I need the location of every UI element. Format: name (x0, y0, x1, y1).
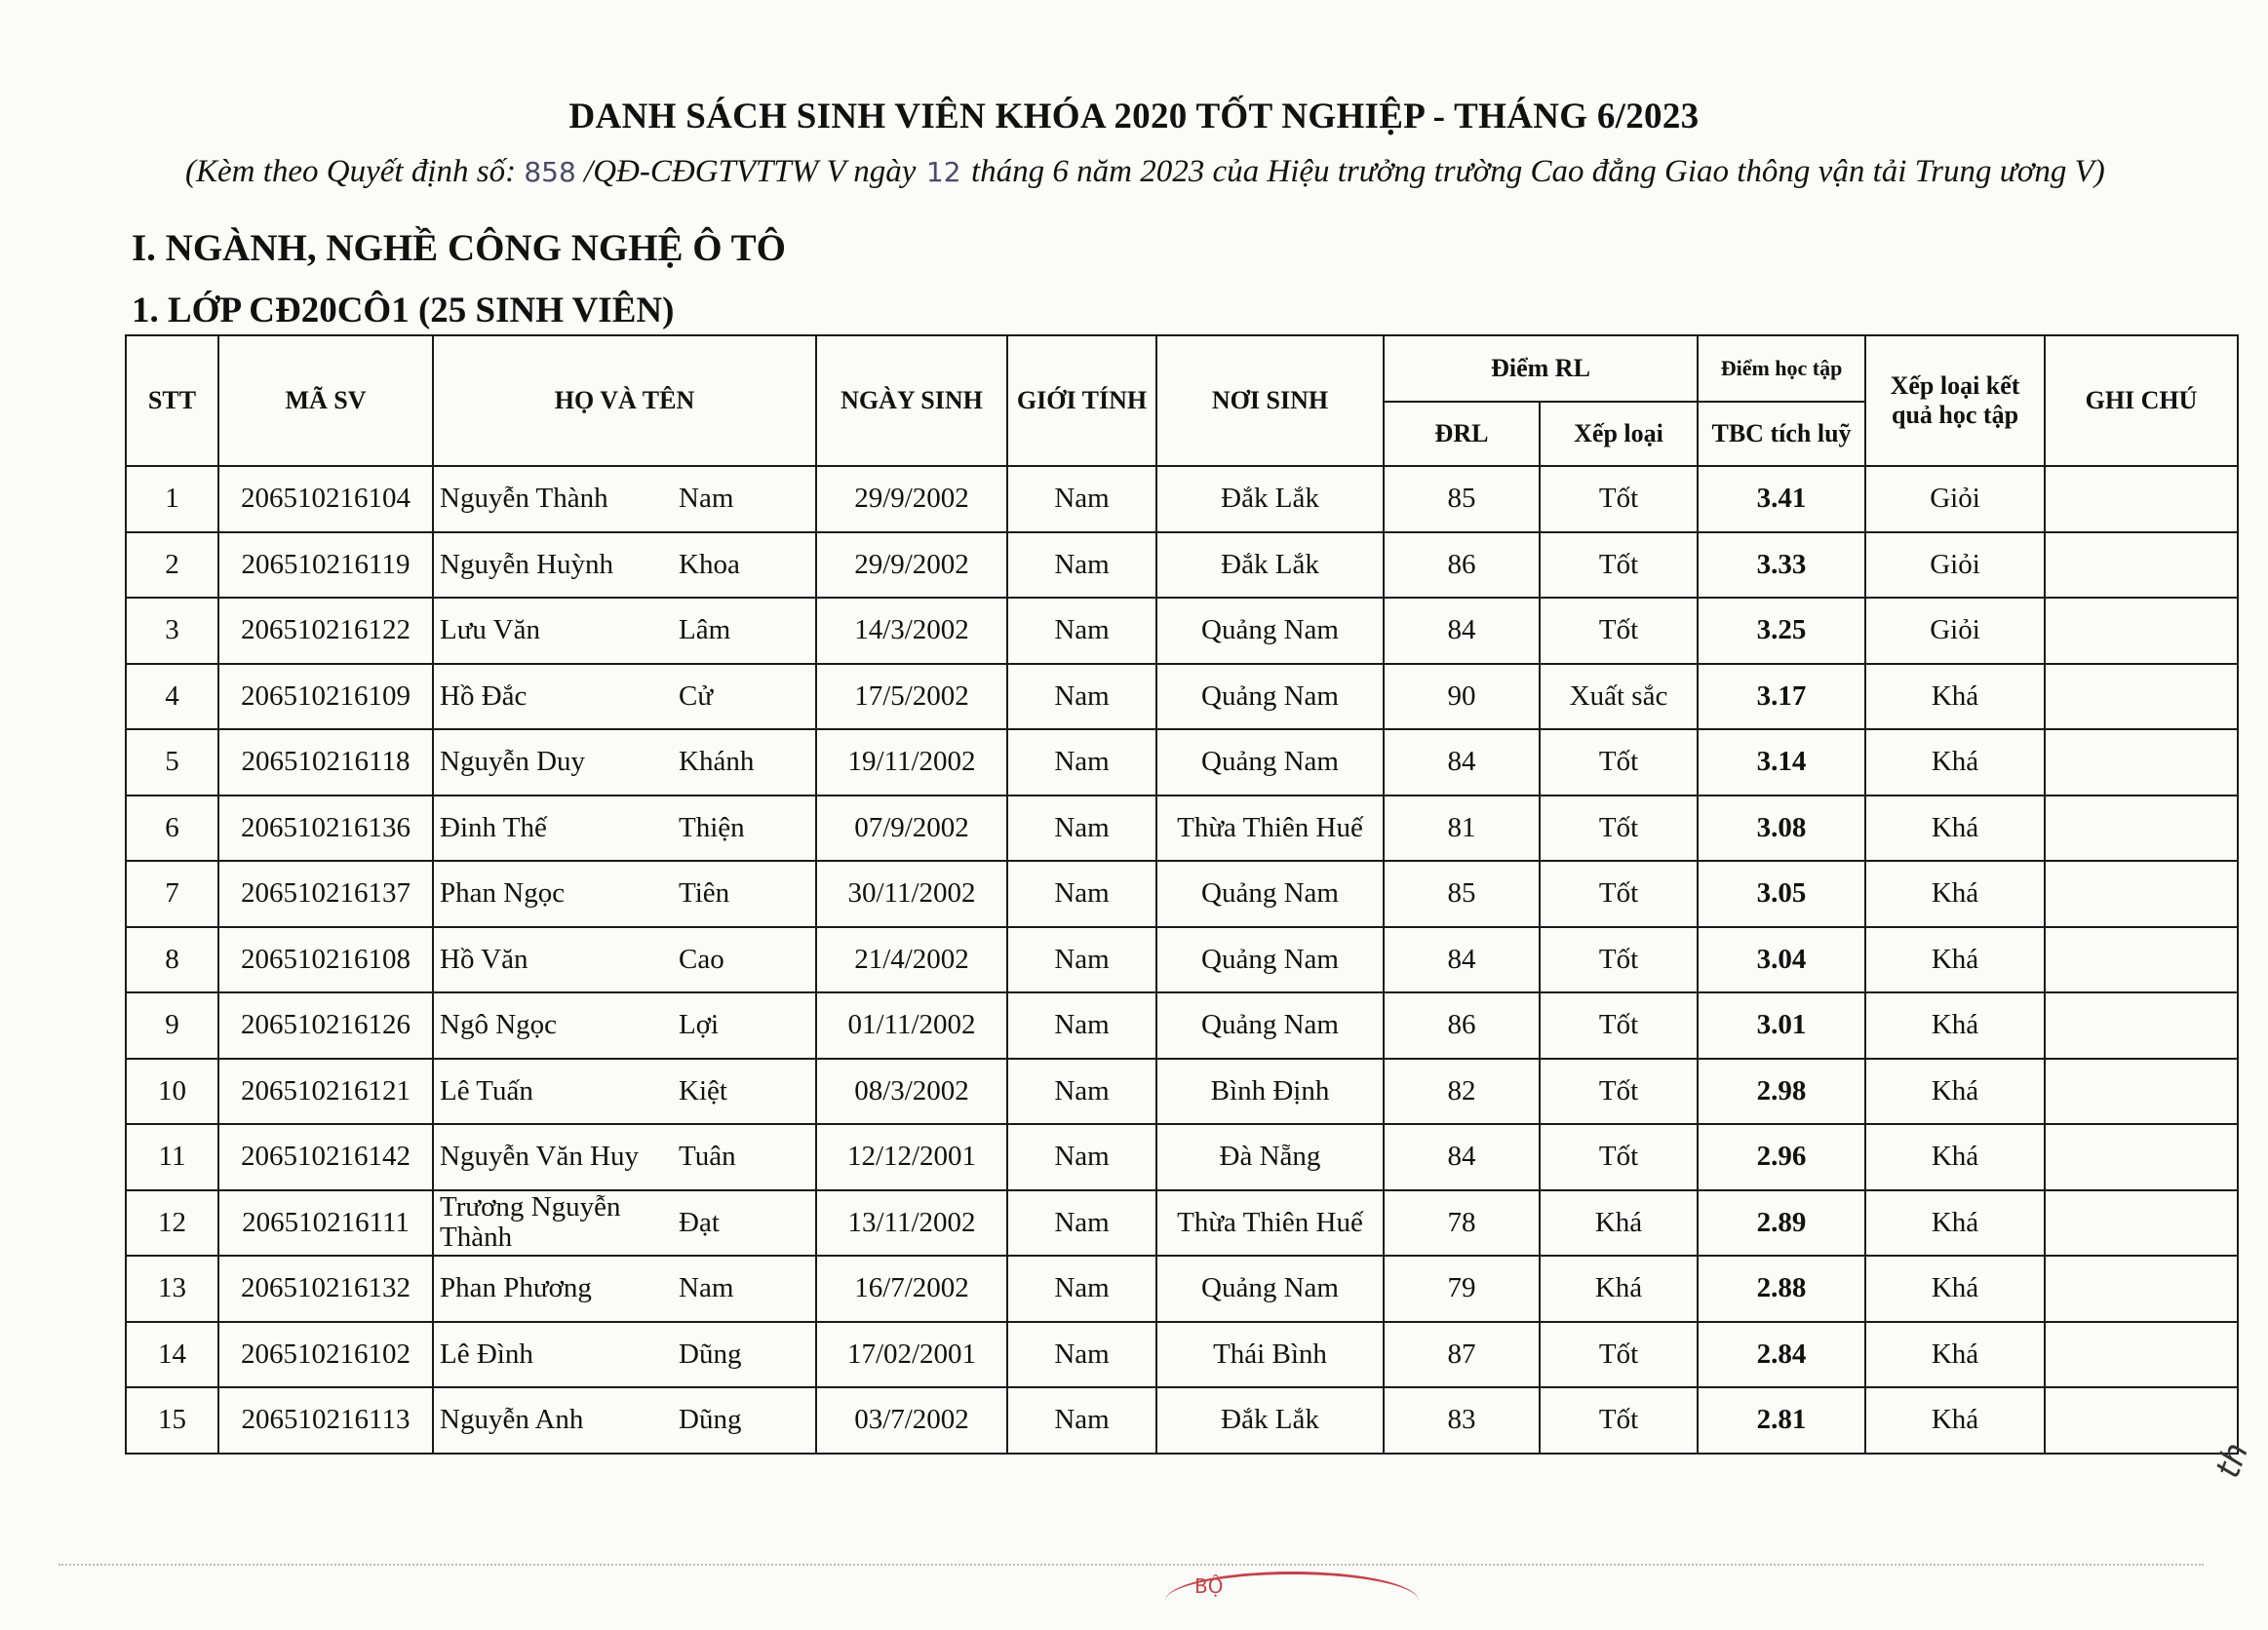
cell-ho-ten (433, 1387, 816, 1454)
table-row (126, 1387, 2238, 1454)
cell-ma-sv: 206510216142 (218, 1124, 433, 1190)
cell-ghi-chu (2045, 466, 2238, 532)
cell-ngay-sinh: 17/5/2002 (816, 664, 1007, 730)
cell-stt: 15 (126, 1387, 218, 1454)
cell-drl: 84 (1384, 598, 1540, 664)
cell-noi-sinh: Quảng Nam (1156, 1256, 1384, 1322)
table-row (126, 729, 2238, 796)
cell-ho: Ngô Ngọc (440, 1009, 558, 1041)
cell-ngay-sinh: 07/9/2002 (816, 796, 1007, 862)
cell-drl: 79 (1384, 1256, 1540, 1322)
cell-ho: Lê Đình (440, 1338, 533, 1370)
cell-ho: Nguyễn Văn Huy (440, 1141, 640, 1173)
cell-ho: Lưu Văn (440, 614, 540, 646)
cell-xep-loai-rl: Xuất sắc (1540, 664, 1698, 730)
decision-day: 12 (925, 156, 961, 188)
cell-stt: 6 (126, 796, 218, 862)
cell-gioi-tinh: Nam (1007, 927, 1156, 993)
decision-number: 858 (524, 156, 576, 188)
cell-ghi-chu (2045, 1124, 2238, 1190)
cell-ho-ten (433, 1322, 816, 1388)
cell-stt: 1 (126, 466, 218, 532)
cell-ten: Nam (679, 483, 734, 515)
cell-ten: Khoa (679, 548, 740, 580)
cell-ho-ten (433, 1059, 816, 1125)
table-row (126, 861, 2238, 927)
cell-ngay-sinh: 01/11/2002 (816, 992, 1007, 1059)
cell-ho-ten (433, 664, 816, 730)
cell-ghi-chu (2045, 664, 2238, 730)
cell-ten: Nam (679, 1272, 734, 1304)
table-row (126, 532, 2238, 599)
cell-tbc: 3.33 (1698, 532, 1865, 599)
bottom-divider (59, 1564, 2204, 1566)
cell-xep-loai-rl: Tốt (1540, 992, 1698, 1059)
cell-gioi-tinh: Nam (1007, 466, 1156, 532)
cell-stt: 3 (126, 598, 218, 664)
cell-ghi-chu (2045, 532, 2238, 599)
cell-stt: 9 (126, 992, 218, 1059)
cell-noi-sinh: Quảng Nam (1156, 598, 1384, 664)
cell-ma-sv: 206510216126 (218, 992, 433, 1059)
cell-xep-loai-rl: Tốt (1540, 1124, 1698, 1190)
cell-ho-ten (433, 1124, 816, 1190)
cell-ghi-chu (2045, 1190, 2238, 1257)
cell-stt: 10 (126, 1059, 218, 1125)
cell-gioi-tinh: Nam (1007, 729, 1156, 796)
cell-xep-loai: Khá (1865, 1322, 2045, 1388)
cell-ten: Lâm (679, 614, 731, 646)
cell-ho-ten (433, 796, 816, 862)
table-body (126, 466, 2238, 1454)
cell-ghi-chu (2045, 1256, 2238, 1322)
cell-tbc: 3.14 (1698, 729, 1865, 796)
cell-stt: 12 (126, 1190, 218, 1257)
cell-tbc: 3.41 (1698, 466, 1865, 532)
header-ghi-chu: GHI CHÚ (2045, 335, 2238, 466)
cell-ho: Nguyễn Anh (440, 1404, 584, 1436)
cell-ngay-sinh: 13/11/2002 (816, 1190, 1007, 1257)
cell-xep-loai: Khá (1865, 1190, 2045, 1257)
cell-ho: Lê Tuấn (440, 1074, 533, 1106)
cell-drl: 78 (1384, 1190, 1540, 1257)
cell-xep-loai-rl: Tốt (1540, 1387, 1698, 1454)
cell-noi-sinh: Thừa Thiên Huế (1156, 796, 1384, 862)
cell-drl: 84 (1384, 729, 1540, 796)
cell-ho-ten (433, 729, 816, 796)
cell-ngay-sinh: 12/12/2001 (816, 1124, 1007, 1190)
cell-gioi-tinh: Nam (1007, 1059, 1156, 1125)
header-diem-rl: Điểm RL (1384, 335, 1698, 402)
table-row (126, 664, 2238, 730)
cell-tbc: 2.98 (1698, 1059, 1865, 1125)
cell-ghi-chu (2045, 1322, 2238, 1388)
cell-stt: 2 (126, 532, 218, 599)
cell-ten: Dũng (679, 1404, 742, 1436)
cell-ho: Phan Phương (440, 1272, 592, 1304)
cell-xep-loai: Giỏi (1865, 598, 2045, 664)
cell-ngay-sinh: 17/02/2001 (816, 1322, 1007, 1388)
red-seal-stamp: BỘ (1165, 1572, 1419, 1630)
cell-xep-loai-rl: Tốt (1540, 861, 1698, 927)
cell-noi-sinh: Đà Nẵng (1156, 1124, 1384, 1190)
cell-ghi-chu (2045, 1387, 2238, 1454)
cell-xep-loai-rl: Tốt (1540, 1059, 1698, 1125)
table-row (126, 1124, 2238, 1190)
header-diem-hoc-tap: Điểm học tập (1698, 335, 1865, 402)
cell-ma-sv: 206510216118 (218, 729, 433, 796)
cell-drl: 82 (1384, 1059, 1540, 1125)
cell-xep-loai: Khá (1865, 927, 2045, 993)
cell-tbc: 2.89 (1698, 1190, 1865, 1257)
cell-stt: 13 (126, 1256, 218, 1322)
header-xep-loai: Xếp loại (1540, 402, 1698, 466)
cell-ho-ten (433, 466, 816, 532)
cell-xep-loai-rl: Tốt (1540, 796, 1698, 862)
cell-gioi-tinh: Nam (1007, 1190, 1156, 1257)
cell-xep-loai-rl: Tốt (1540, 598, 1698, 664)
cell-stt: 11 (126, 1124, 218, 1190)
cell-ngay-sinh: 08/3/2002 (816, 1059, 1007, 1125)
cell-tbc: 2.88 (1698, 1256, 1865, 1322)
cell-noi-sinh: Thừa Thiên Huế (1156, 1190, 1384, 1257)
cell-xep-loai: Giỏi (1865, 466, 2045, 532)
cell-ho: Nguyễn Duy (440, 746, 586, 778)
table-row (126, 466, 2238, 532)
table-row (126, 927, 2238, 993)
cell-stt: 4 (126, 664, 218, 730)
cell-xep-loai-rl: Tốt (1540, 927, 1698, 993)
cell-noi-sinh: Đắk Lắk (1156, 466, 1384, 532)
cell-xep-loai-rl: Tốt (1540, 532, 1698, 599)
cell-drl: 87 (1384, 1322, 1540, 1388)
cell-ho-ten (433, 532, 816, 599)
cell-ngay-sinh: 14/3/2002 (816, 598, 1007, 664)
handwritten-initials: th (2208, 1437, 2257, 1484)
cell-ghi-chu (2045, 1059, 2238, 1125)
table-row (126, 992, 2238, 1059)
table-row (126, 1059, 2238, 1125)
subtitle-part1: (Kèm theo Quyết định số: (185, 154, 525, 189)
cell-drl: 85 (1384, 466, 1540, 532)
cell-drl: 85 (1384, 861, 1540, 927)
cell-ma-sv: 206510216132 (218, 1256, 433, 1322)
cell-drl: 90 (1384, 664, 1540, 730)
cell-tbc: 3.25 (1698, 598, 1865, 664)
cell-xep-loai-rl: Tốt (1540, 1322, 1698, 1388)
header-ho-ten: HỌ VÀ TÊN (433, 335, 816, 466)
cell-stt: 7 (126, 861, 218, 927)
cell-ho: Trương Nguyễn Thành (440, 1191, 621, 1254)
cell-noi-sinh: Quảng Nam (1156, 927, 1384, 993)
cell-ngay-sinh: 30/11/2002 (816, 861, 1007, 927)
cell-ma-sv: 206510216113 (218, 1387, 433, 1454)
cell-xep-loai: Khá (1865, 1124, 2045, 1190)
cell-ma-sv: 206510216109 (218, 664, 433, 730)
cell-xep-loai: Giỏi (1865, 532, 2045, 599)
cell-ma-sv: 206510216137 (218, 861, 433, 927)
cell-ho: Phan Ngọc (440, 877, 566, 910)
cell-ngay-sinh: 21/4/2002 (816, 927, 1007, 993)
cell-ngay-sinh: 19/11/2002 (816, 729, 1007, 796)
cell-gioi-tinh: Nam (1007, 1322, 1156, 1388)
header-drl: ĐRL (1384, 402, 1540, 466)
cell-ngay-sinh: 29/9/2002 (816, 532, 1007, 599)
cell-tbc: 3.05 (1698, 861, 1865, 927)
cell-ten: Thiện (679, 811, 745, 843)
cell-xep-loai: Khá (1865, 729, 2045, 796)
cell-ten: Cử (679, 679, 714, 712)
cell-ma-sv: 206510216136 (218, 796, 433, 862)
cell-xep-loai: Khá (1865, 861, 2045, 927)
cell-noi-sinh: Quảng Nam (1156, 992, 1384, 1059)
cell-xep-loai-rl: Tốt (1540, 729, 1698, 796)
cell-stt: 14 (126, 1322, 218, 1388)
cell-tbc: 3.17 (1698, 664, 1865, 730)
section-title: I. NGÀNH, NGHỀ CÔNG NGHỆ Ô TÔ (132, 227, 787, 269)
cell-xep-loai-rl: Khá (1540, 1256, 1698, 1322)
table-row (126, 1322, 2238, 1388)
cell-noi-sinh: Quảng Nam (1156, 729, 1384, 796)
cell-ma-sv: 206510216108 (218, 927, 433, 993)
cell-ho: Nguyễn Huỳnh (440, 548, 614, 580)
cell-ho: Hồ Đắc (440, 679, 528, 712)
cell-ma-sv: 206510216121 (218, 1059, 433, 1125)
cell-ten: Tiên (679, 877, 730, 910)
header-ma-sv: MÃ SV (218, 335, 433, 466)
cell-ghi-chu (2045, 927, 2238, 993)
table-row (126, 1256, 2238, 1322)
cell-ten: Đạt (679, 1206, 720, 1238)
cell-ho: Hồ Văn (440, 943, 528, 975)
cell-ma-sv: 206510216122 (218, 598, 433, 664)
cell-gioi-tinh: Nam (1007, 992, 1156, 1059)
cell-ho-ten (433, 598, 816, 664)
cell-ma-sv: 206510216104 (218, 466, 433, 532)
cell-gioi-tinh: Nam (1007, 664, 1156, 730)
cell-xep-loai: Khá (1865, 992, 2045, 1059)
header-noi-sinh: NƠI SINH (1156, 335, 1384, 466)
cell-tbc: 3.08 (1698, 796, 1865, 862)
cell-xep-loai: Khá (1865, 1059, 2045, 1125)
cell-drl: 86 (1384, 532, 1540, 599)
cell-ma-sv: 206510216102 (218, 1322, 433, 1388)
cell-drl: 81 (1384, 796, 1540, 862)
header-tbc: TBC tích luỹ (1698, 402, 1865, 466)
cell-drl: 86 (1384, 992, 1540, 1059)
cell-gioi-tinh: Nam (1007, 532, 1156, 599)
header-xep-loai-kq: Xếp loại kết quả học tập (1865, 335, 2045, 466)
cell-noi-sinh: Thái Bình (1156, 1322, 1384, 1388)
cell-ho-ten (433, 1256, 816, 1322)
cell-xep-loai: Khá (1865, 796, 2045, 862)
cell-ngay-sinh: 03/7/2002 (816, 1387, 1007, 1454)
cell-ten: Cao (679, 943, 724, 975)
cell-tbc: 2.81 (1698, 1387, 1865, 1454)
header-ngay-sinh: NGÀY SINH (816, 335, 1007, 466)
cell-stt: 8 (126, 927, 218, 993)
cell-ho-ten (433, 861, 816, 927)
cell-ho-ten (433, 992, 816, 1059)
cell-ngay-sinh: 29/9/2002 (816, 466, 1007, 532)
subtitle-part2: /QĐ-CĐGTVTTW V ngày (575, 154, 924, 189)
cell-gioi-tinh: Nam (1007, 796, 1156, 862)
cell-noi-sinh: Quảng Nam (1156, 664, 1384, 730)
cell-xep-loai: Khá (1865, 664, 2045, 730)
class-title: 1. LỚP CĐ20CÔ1 (25 SINH VIÊN) (132, 291, 675, 330)
cell-gioi-tinh: Nam (1007, 1256, 1156, 1322)
cell-noi-sinh: Quảng Nam (1156, 861, 1384, 927)
table-row (126, 796, 2238, 862)
cell-ten: Kiệt (679, 1074, 727, 1106)
cell-tbc: 2.96 (1698, 1124, 1865, 1190)
document-subtitle (185, 154, 2184, 190)
subtitle-part3: tháng 6 năm 2023 của Hiệu trưởng trường Cao đẳng Giao thông vận tải Trung ương V) (962, 154, 2105, 189)
cell-ma-sv: 206510216111 (218, 1190, 433, 1257)
cell-noi-sinh: Bình Định (1156, 1059, 1384, 1125)
cell-xep-loai-rl: Tốt (1540, 466, 1698, 532)
cell-ghi-chu (2045, 992, 2238, 1059)
cell-gioi-tinh: Nam (1007, 598, 1156, 664)
cell-ngay-sinh: 16/7/2002 (816, 1256, 1007, 1322)
document-title: DANH SÁCH SINH VIÊN KHÓA 2020 TỐT NGHIỆP - THÁNG 6/2023 (568, 97, 1700, 136)
cell-drl: 84 (1384, 927, 1540, 993)
cell-noi-sinh: Đắk Lắk (1156, 1387, 1384, 1454)
cell-xep-loai: Khá (1865, 1387, 2045, 1454)
cell-ten: Tuân (679, 1141, 736, 1173)
cell-ho-ten (433, 927, 816, 993)
cell-xep-loai-rl: Khá (1540, 1190, 1698, 1257)
cell-tbc: 2.84 (1698, 1322, 1865, 1388)
cell-ghi-chu (2045, 598, 2238, 664)
cell-tbc: 3.04 (1698, 927, 1865, 993)
cell-gioi-tinh: Nam (1007, 861, 1156, 927)
header-gioi-tinh: GIỚI TÍNH (1007, 335, 1156, 466)
cell-drl: 84 (1384, 1124, 1540, 1190)
cell-gioi-tinh: Nam (1007, 1387, 1156, 1454)
cell-ghi-chu (2045, 861, 2238, 927)
cell-tbc: 3.01 (1698, 992, 1865, 1059)
cell-ghi-chu (2045, 729, 2238, 796)
cell-ho: Nguyễn Thành (440, 483, 608, 515)
table-row (126, 1190, 2238, 1257)
cell-ho: Đinh Thế (440, 811, 547, 843)
header-stt: STT (126, 335, 218, 466)
cell-ma-sv: 206510216119 (218, 532, 433, 599)
cell-ho-ten (433, 1190, 816, 1257)
cell-ten: Lợi (679, 1009, 720, 1041)
cell-ten: Dũng (679, 1338, 742, 1370)
cell-ghi-chu (2045, 796, 2238, 862)
cell-noi-sinh: Đắk Lắk (1156, 532, 1384, 599)
student-table (125, 334, 2239, 1455)
table-row (126, 598, 2238, 664)
cell-stt: 5 (126, 729, 218, 796)
cell-drl: 83 (1384, 1387, 1540, 1454)
cell-gioi-tinh: Nam (1007, 1124, 1156, 1190)
cell-ten: Khánh (679, 746, 755, 778)
cell-xep-loai: Khá (1865, 1256, 2045, 1322)
